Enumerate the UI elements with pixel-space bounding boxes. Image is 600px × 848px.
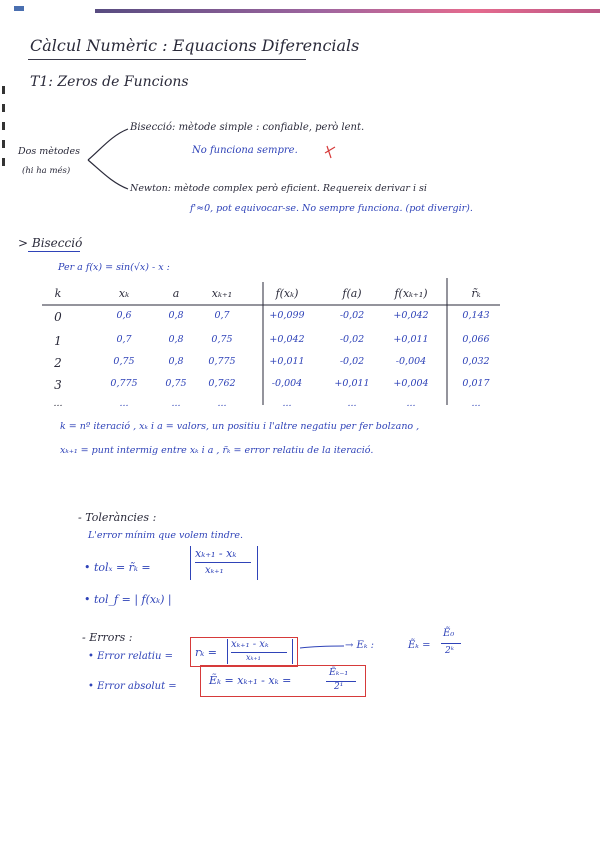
table-cell: +0,011 xyxy=(393,334,429,345)
table-cell: 0,762 xyxy=(208,378,236,389)
table-cell: ... xyxy=(471,398,481,409)
table-cell: +0,004 xyxy=(393,378,429,389)
iteration-error-lhs: Ẽₖ = xyxy=(408,640,431,651)
tolerances-heading: - Toleràncies : xyxy=(78,511,157,524)
relative-error-denominator: xₖ₊₁ xyxy=(246,653,261,662)
table-cell: +0,042 xyxy=(269,334,305,345)
table-cell: ... xyxy=(217,398,227,409)
table-cell: -0,02 xyxy=(339,310,365,321)
methods-label: Dos mètodes xyxy=(18,146,80,157)
errors-heading: - Errors : xyxy=(82,631,133,644)
table-header-cell: xₖ₊₁ xyxy=(211,287,233,300)
table-header-cell: k xyxy=(54,287,62,300)
table-cell: +0,011 xyxy=(269,356,305,367)
table-cell: 0,775 xyxy=(110,378,138,389)
table-cell: ... xyxy=(171,398,181,409)
table-cell: ... xyxy=(347,398,357,409)
table-cell: +0,011 xyxy=(334,378,370,389)
absolute-error-numerator: Ẽₖ₋₁ xyxy=(329,667,349,678)
table-cell: 0,7 xyxy=(116,334,132,345)
table-note-2: xₖ₊₁ = punt intermig entre xₖ i a , r̃ₖ = error relatiu de la iteració. xyxy=(60,445,374,456)
table-iteration-cell: 3 xyxy=(54,378,62,392)
iteration-error-label: → Eₖ : xyxy=(345,640,375,651)
bisection-limitation: No funciona sempre. xyxy=(192,145,298,156)
table-iteration-cell: 2 xyxy=(54,356,62,370)
table-cell: 0,75 xyxy=(113,356,135,367)
table-cell: +0,042 xyxy=(393,310,429,321)
table-note-1: k = nº iteració , xₖ i a = valors, un positiu i l'altre negatiu per fer bolzano , xyxy=(60,421,420,432)
bisection-summary-text: Bisecció: mètode simple : confiable, però lent. xyxy=(130,122,365,133)
table-cell: 0,8 xyxy=(168,356,184,367)
table-cell: 0,143 xyxy=(462,310,490,321)
relative-error-label: • Error relatiu = xyxy=(88,651,173,662)
table-header-cell: a xyxy=(172,287,180,300)
table-cell: 0,775 xyxy=(208,356,236,367)
table-cell: +0,099 xyxy=(269,310,305,321)
newton-summary: Newton: mètode complex però eficient. Requereix derivar i si xyxy=(130,183,427,194)
absolute-error-box xyxy=(200,665,366,697)
table-cell: ... xyxy=(282,398,292,409)
table-header-cell: f(xₖ) xyxy=(275,287,299,300)
table-cell: -0,004 xyxy=(271,378,303,389)
fraction-bar xyxy=(441,643,461,644)
bisection-heading: > Bisecció xyxy=(18,236,83,250)
table-cell: ... xyxy=(406,398,416,409)
relative-error-lhs: rₖ = xyxy=(195,646,217,659)
methods-note: (hi ha més) xyxy=(22,166,71,176)
absolute-error-denominator: 2¹ xyxy=(334,682,344,692)
tol-x-lhs: • tolₓ = r̃ₖ = xyxy=(84,561,151,574)
tol-x-numerator: xₖ₊₁ - xₖ xyxy=(195,547,237,560)
table-cell: ... xyxy=(119,398,129,409)
table-cell: 0,066 xyxy=(462,334,490,345)
section-title: T1: Zeros de Funcions xyxy=(30,74,189,90)
table-cell: 0,8 xyxy=(168,310,184,321)
table-cell: 0,017 xyxy=(462,378,490,389)
relative-error-numerator: xₖ₊₁ - xₖ xyxy=(231,639,269,650)
newton-limitation: f'≈0, pot equivocar-se. No sempre funciona. (pot divergir). xyxy=(190,203,473,214)
page-title: Càlcul Numèric : Equacions Diferencials xyxy=(30,36,360,55)
table-cell: 0,75 xyxy=(165,378,187,389)
table-cell: 0,75 xyxy=(211,334,233,345)
table-iteration-cell: 0 xyxy=(54,310,62,324)
example-function: Per a f(x) = sin(√x) - x : xyxy=(58,262,170,273)
table-cell: 0,7 xyxy=(214,310,230,321)
table-header-cell: f(xₖ₊₁) xyxy=(394,287,428,300)
table-cell: 0,032 xyxy=(462,356,490,367)
tol-f: • tol_f = | f(xₖ) | xyxy=(84,593,172,606)
table-cell: -0,02 xyxy=(339,356,365,367)
iteration-error-numerator: Ẽ₀ xyxy=(443,628,455,639)
table-cell: -0,004 xyxy=(395,356,427,367)
table-cell: -0,02 xyxy=(339,334,365,345)
absolute-error-label: • Error absolut = xyxy=(88,681,177,692)
tol-x-denominator: xₖ₊₁ xyxy=(205,565,224,576)
table-header-cell: xₖ xyxy=(118,287,130,300)
iteration-error-denominator: 2ᵏ xyxy=(445,646,455,656)
table-cell: 0,8 xyxy=(168,334,184,345)
tolerances-desc: L'error mínim que volem tindre. xyxy=(88,530,243,541)
table-header-cell: r̃ₖ xyxy=(471,287,481,300)
table-cell: 0,6 xyxy=(116,310,132,321)
table-iteration-cell: 1 xyxy=(54,334,62,348)
table-iteration-cell: ... xyxy=(53,398,63,409)
absolute-error-expr: Ẽₖ = xₖ₊₁ - xₖ = xyxy=(209,674,292,687)
table-header-cell: f(a) xyxy=(342,287,362,300)
